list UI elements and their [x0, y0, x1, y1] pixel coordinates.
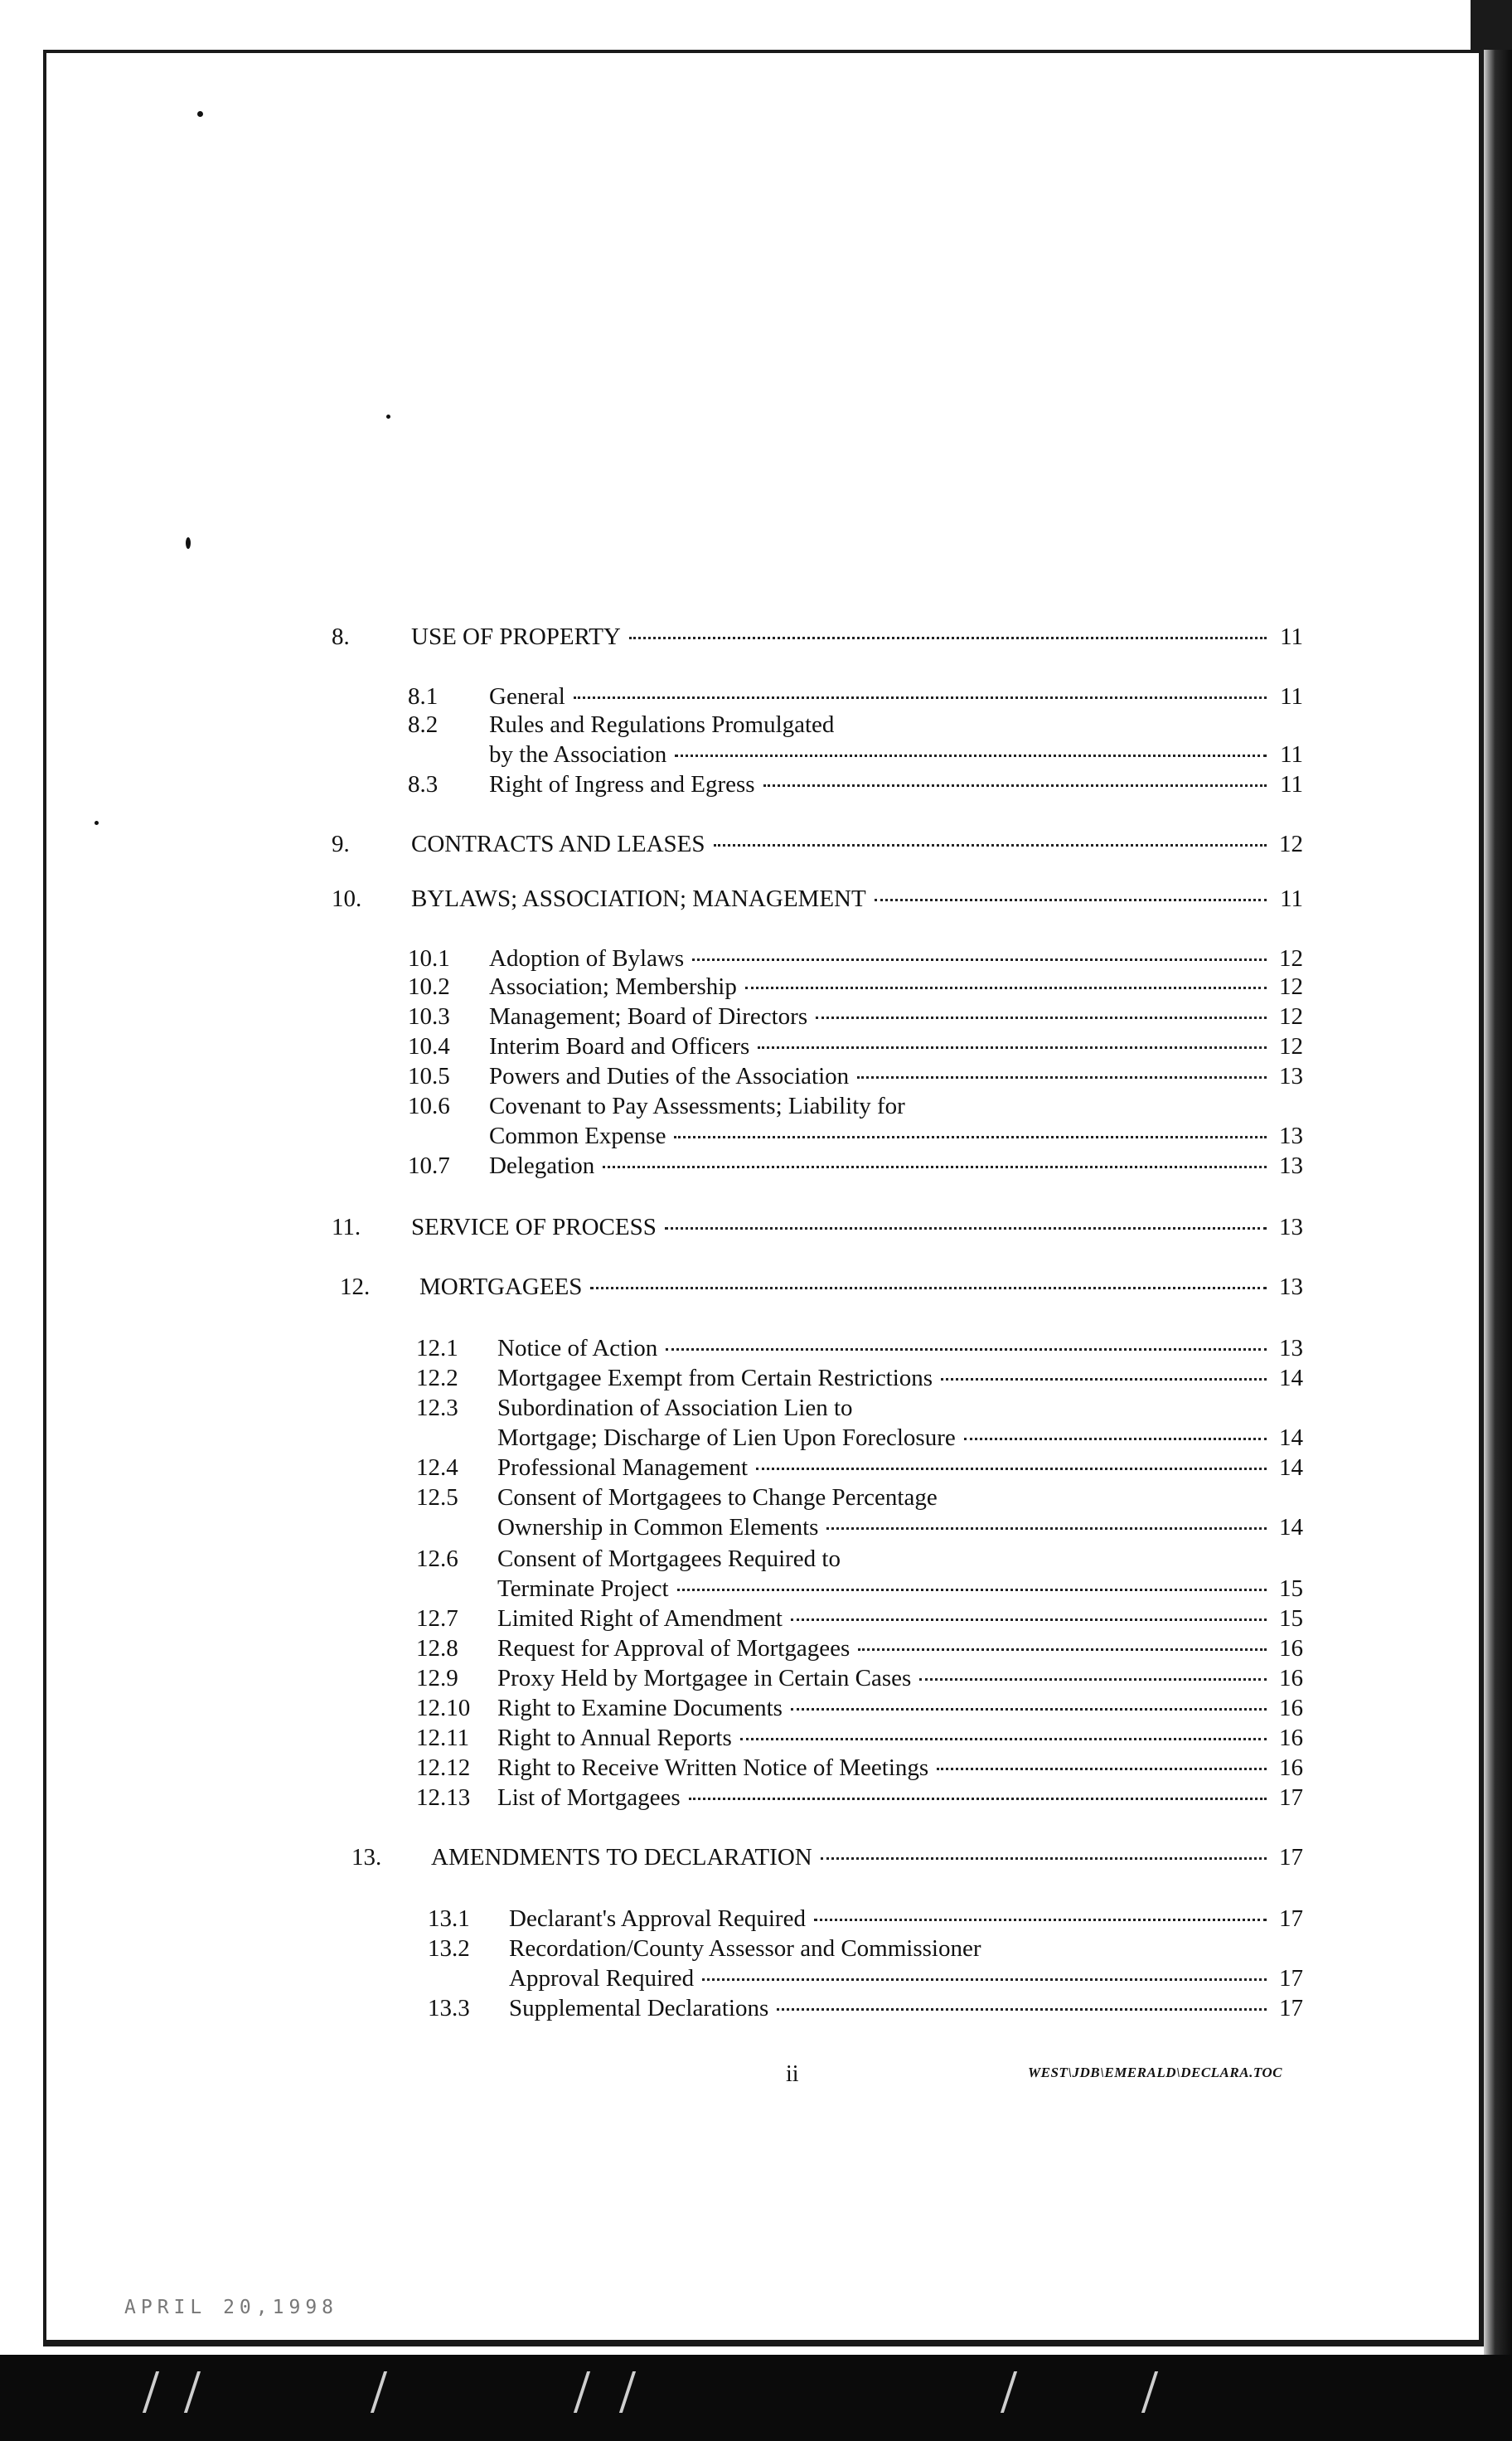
toc-entry-page: 12	[1279, 831, 1303, 857]
dot-leader	[590, 1287, 1267, 1289]
toc-entry-number: 12.1	[416, 1335, 458, 1361]
dot-leader	[675, 755, 1267, 757]
toc-entry	[332, 1212, 1303, 1249]
dot-leader	[714, 844, 1267, 847]
dot-leader	[875, 899, 1267, 901]
toc-entry-title: Covenant to Pay Assessments; Liability for	[489, 1093, 905, 1119]
toc-entry-title: AMENDMENTS TO DECLARATION	[431, 1844, 812, 1871]
toc-entry-title: MORTGAGEES	[419, 1274, 583, 1300]
toc-entry-page: 12	[1279, 1003, 1303, 1030]
toc-entry-title: BYLAWS; ASSOCIATION; MANAGEMENT	[411, 886, 866, 912]
toc-entry-title: Management; Board of Directors	[489, 1003, 808, 1030]
toc-entry-number: 8.2	[408, 711, 439, 738]
dot-leader	[821, 1857, 1267, 1860]
toc-entry-title: Recordation/County Assessor and Commissioner	[509, 1935, 981, 1962]
toc-entry-page: 13	[1279, 1335, 1303, 1361]
dot-leader	[857, 1076, 1267, 1079]
toc-entry-number: 10.7	[408, 1153, 450, 1179]
toc-entry-title: Terminate Project	[497, 1575, 669, 1602]
toc-entry-number: 8.3	[408, 771, 439, 798]
toc-entry-number: 12.7	[416, 1605, 458, 1632]
toc-entry-title: Common Expense	[489, 1123, 666, 1149]
toc-entry-page: 13	[1279, 1214, 1303, 1240]
toc-entry-title: Ownership in Common Elements	[497, 1514, 819, 1541]
dot-leader	[692, 958, 1267, 961]
toc-entry-page: 15	[1279, 1605, 1303, 1632]
dot-leader	[629, 637, 1267, 639]
toc-entry-page: 17	[1279, 1995, 1303, 2021]
toc-entry-number: 10.1	[408, 945, 450, 972]
toc-entry-number: 13.2	[428, 1935, 470, 1962]
toc-entry-title: Right to Receive Written Notice of Meetings	[497, 1754, 929, 1781]
toc-entry-number: 10.2	[408, 973, 450, 1000]
dot-leader	[858, 1648, 1267, 1651]
toc-entry	[416, 1783, 1303, 1819]
toc-entry-title: Declarant's Approval Required	[509, 1905, 806, 1932]
dot-leader	[941, 1378, 1267, 1381]
toc-entry-title: by the Association	[489, 741, 667, 768]
toc-entry-number: 11.	[332, 1214, 361, 1240]
toc-entry-page: 11	[1280, 624, 1303, 650]
date-stamp: APRIL 20,1998	[124, 2297, 339, 2318]
toc-entry-title: Delegation	[489, 1153, 595, 1179]
toc-entry-number: 12.	[340, 1274, 371, 1300]
toc-entry-page: 17	[1279, 1784, 1303, 1811]
toc-entry-page: 13	[1279, 1123, 1303, 1149]
dot-leader	[677, 1589, 1267, 1591]
toc-entry-page: 13	[1279, 1274, 1303, 1300]
toc-entry-title: CONTRACTS AND LEASES	[411, 831, 705, 857]
toc-entry-page: 17	[1279, 1844, 1303, 1871]
toc-entry-page: 12	[1279, 1033, 1303, 1060]
toc-entry-number: 10.4	[408, 1033, 450, 1060]
toc-entry-title: Limited Right of Amendment	[497, 1605, 783, 1632]
toc-entry-title: Adoption of Bylaws	[489, 945, 685, 972]
dot-leader	[603, 1166, 1267, 1168]
toc-entry-page: 12	[1279, 973, 1303, 1000]
dot-leader	[814, 1919, 1267, 1921]
toc-entry-page: 14	[1279, 1365, 1303, 1391]
page-number: ii	[786, 2061, 799, 2087]
toc-entry-page: 17	[1279, 1905, 1303, 1932]
toc-entry-title: Consent of Mortgagees to Change Percentage	[497, 1484, 938, 1511]
toc-entry	[408, 1151, 1303, 1187]
toc-entry-title: Right to Examine Documents	[497, 1695, 783, 1721]
toc-entry-number: 12.3	[416, 1395, 458, 1421]
toc-entry-number: 12.10	[416, 1695, 471, 1721]
dot-leader	[964, 1438, 1267, 1440]
toc-entry-number: 10.6	[408, 1093, 450, 1119]
toc-entry-title: List of Mortgagees	[497, 1784, 681, 1811]
toc-entry-page: 17	[1279, 1965, 1303, 1992]
dot-leader	[816, 1017, 1267, 1019]
toc-entry-page: 12	[1279, 945, 1303, 972]
toc-entry-number: 9.	[332, 831, 350, 857]
dot-leader	[758, 1046, 1267, 1049]
dot-leader	[791, 1708, 1267, 1711]
toc-entry-page: 13	[1279, 1153, 1303, 1179]
dot-leader	[826, 1527, 1267, 1530]
toc-entry-title: Subordination of Association Lien to	[497, 1395, 853, 1421]
toc-entry-title: Notice of Action	[497, 1335, 658, 1361]
dot-leader	[756, 1468, 1267, 1470]
toc-entry-number: 12.5	[416, 1484, 458, 1511]
toc-entry-number: 12.2	[416, 1365, 458, 1391]
toc-entry	[428, 1993, 1303, 2030]
toc-entry-title: Consent of Mortgagees Required to	[497, 1546, 841, 1572]
dot-leader	[702, 1978, 1267, 1981]
toc-entry	[332, 884, 1303, 920]
toc-entry-title: Powers and Duties of the Association	[489, 1063, 850, 1089]
toc-entry-page: 16	[1279, 1635, 1303, 1662]
toc-entry-page: 14	[1279, 1424, 1303, 1451]
toc-entry-title: Professional Management	[497, 1454, 749, 1481]
toc-entry-number: 13.	[351, 1844, 382, 1871]
dot-leader	[574, 696, 1267, 699]
toc-entry-title: Right to Annual Reports	[497, 1725, 732, 1751]
dot-leader	[666, 1348, 1267, 1351]
toc-entry-page: 14	[1279, 1514, 1303, 1541]
toc-entry-title: Mortgagee Exempt from Certain Restrictions	[497, 1365, 933, 1391]
toc-entry-page: 11	[1280, 771, 1303, 798]
toc-entry	[332, 829, 1303, 866]
toc-entry-title: Right of Ingress and Egress	[489, 771, 755, 798]
toc-entry-page: 16	[1279, 1754, 1303, 1781]
dot-leader	[740, 1738, 1267, 1740]
toc-entry-title: Supplemental Declarations	[509, 1995, 769, 2021]
toc-entry-title: Mortgage; Discharge of Lien Upon Foreclosure	[497, 1424, 956, 1451]
dot-leader	[791, 1618, 1267, 1621]
toc-entry-number: 10.	[332, 886, 362, 912]
toc-entry-number: 10.3	[408, 1003, 450, 1030]
toc-entry-page: 14	[1279, 1454, 1303, 1481]
toc-entry	[332, 622, 1303, 658]
toc-entry-page: 11	[1280, 741, 1303, 768]
dot-leader	[689, 1798, 1267, 1800]
dot-leader	[763, 784, 1267, 787]
toc-entry-number: 13.1	[428, 1905, 470, 1932]
toc-entry-page: 11	[1280, 683, 1303, 710]
dot-leader	[777, 2008, 1267, 2011]
toc-entry-number: 8.1	[408, 683, 439, 710]
toc-entry-title: Association; Membership	[489, 973, 737, 1000]
dot-leader	[665, 1227, 1267, 1230]
toc-entry-number: 12.11	[416, 1725, 470, 1751]
toc-entry	[408, 769, 1303, 806]
toc-entry-number: 10.5	[408, 1063, 450, 1089]
toc-entry	[351, 1842, 1303, 1879]
toc-entry-title: USE OF PROPERTY	[411, 624, 621, 650]
toc-entry-number: 8.	[332, 624, 350, 650]
dot-leader	[919, 1678, 1267, 1681]
toc-entry-page: 15	[1279, 1575, 1303, 1602]
toc-entry-page: 13	[1279, 1063, 1303, 1089]
toc-entry-number: 13.3	[428, 1995, 470, 2021]
toc-entry-title: Interim Board and Officers	[489, 1033, 750, 1060]
toc-entry-page: 16	[1279, 1725, 1303, 1751]
toc-entry-number: 12.12	[416, 1754, 471, 1781]
dot-leader	[674, 1136, 1267, 1138]
toc-entry-title: SERVICE OF PROCESS	[411, 1214, 657, 1240]
toc-entry-page: 16	[1279, 1665, 1303, 1691]
dot-leader	[937, 1768, 1267, 1770]
toc-entry-page: 16	[1279, 1695, 1303, 1721]
toc-entry-title: Rules and Regulations Promulgated	[489, 711, 835, 738]
toc-entry-title: Proxy Held by Mortgagee in Certain Cases	[497, 1665, 912, 1691]
dot-leader	[745, 987, 1267, 989]
toc-entry-number: 12.6	[416, 1546, 458, 1572]
toc-entry-number: 12.8	[416, 1635, 458, 1662]
toc-entry	[340, 1272, 1303, 1308]
toc-entry-number: 12.13	[416, 1784, 471, 1811]
toc-entry-number: 12.4	[416, 1454, 458, 1481]
toc-entry-title: General	[489, 683, 565, 710]
toc-entry-title: Approval Required	[509, 1965, 695, 1992]
toc-entry-page: 11	[1280, 886, 1303, 912]
toc-entry-number: 12.9	[416, 1665, 458, 1691]
file-path: WEST\JDB\EMERALD\DECLARA.TOC	[1028, 2065, 1283, 2080]
toc-entry-title: Request for Approval of Mortgagees	[497, 1635, 850, 1662]
